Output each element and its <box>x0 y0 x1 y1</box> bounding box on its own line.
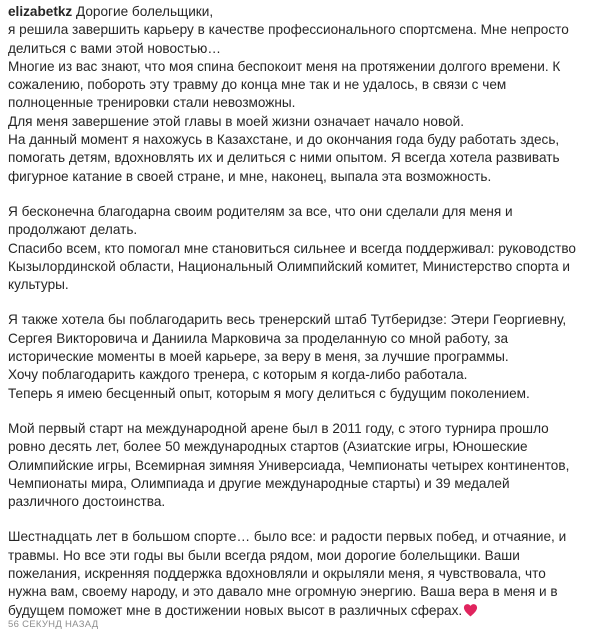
caption-line: помогать детям, вдохновлять их и делиться с ними опытом. Я всегда хотела развивать <box>8 150 560 166</box>
caption-line: Я бесконечна благодарна своим родителям за все, что они сделали для меня и <box>8 203 513 219</box>
caption-line: На данный момент я нахожусь в Казахстане, и до окончания года буду работать здесь, <box>8 132 560 148</box>
red-heart-icon <box>463 603 478 622</box>
paragraph-gap <box>8 294 604 311</box>
caption-line: нужна вам, своему народу, и это давало мне огромную энергию. Ваша вера в меня и в <box>8 584 558 600</box>
caption-text: будущем поможет мне в достижении новых высот в различных сферах. <box>8 602 463 618</box>
caption-line: исторические моменты в моей карьере, за веру в меня, за лучшие программы. <box>8 349 509 365</box>
caption-line: я решила завершить карьеру в качестве профессионального спортсмена. Мне непросто <box>8 22 569 38</box>
caption-text: Дорогие болельщики, <box>76 4 214 19</box>
caption-line: Мой первый старт на международной арене был в 2011 году, с этого турнира прошло <box>8 420 549 436</box>
caption-line: Спасибо всем, кто помогал мне становиться сильнее и всегда поддерживал: руководство <box>8 240 576 256</box>
caption-line: пожелания, искренняя поддержка вдохновляли и окрыляли меня, я чувствовала, что <box>8 566 546 582</box>
caption-line: полноценные тренировки стали невозможны. <box>8 95 296 111</box>
paragraph-gap <box>8 186 604 203</box>
caption-line: фигурное катание в своей стране, и мне, наконец, выпала эта возможность. <box>8 168 492 184</box>
caption-line: Теперь я имею бесценный опыт, которым я могу делиться с будущим поколением. <box>8 385 530 401</box>
caption-line <box>8 602 604 620</box>
caption-line: Хочу поблагодарить каждого тренера, с которым я когда-либо работала. <box>8 367 468 383</box>
caption-line: Кызылординской области, Национальный Олимпийский комитет, Министерство спорта и <box>8 258 570 274</box>
caption-line: Я также хотела бы поблагодарить весь тренерский штаб Тутберидзе: Этери Георгиевну, <box>8 312 567 328</box>
caption-line: продолжают делать. <box>8 222 138 238</box>
caption-line: Для меня завершение этой главы в моей жизни означает начало новой. <box>8 113 464 129</box>
paragraph-gap <box>8 511 604 528</box>
caption-line: Шестнадцать лет в большом спорте… было все: и радости первых побед, и отчаяние, и <box>8 529 567 545</box>
caption-line: делиться с вами этой новостью… <box>8 40 221 56</box>
caption-line: сожалению, побороть эту травму до конца мне так и не удалось, в связи с чем <box>8 77 507 93</box>
caption-line: различного достоинства. <box>8 494 166 510</box>
username-link[interactable]: elizabetkz <box>8 4 73 19</box>
caption-line: ровно десять лет, более 50 международных стартов (Азиатские игры, Юношеские <box>8 439 528 455</box>
caption-line <box>8 3 604 21</box>
post-caption <box>8 3 604 620</box>
caption-line: Многие из вас знают, что моя спина беспокоит меня на протяжении долгого времени. К <box>8 58 561 74</box>
post-timestamp[interactable]: 56 СЕКУНД НАЗАД <box>8 619 99 630</box>
caption-line: Сергея Викторовича и Даниила Марковича за проделанную со мной работу, за <box>8 330 509 346</box>
caption-line: Олимпийские игры, Всемирная зимняя Универсиада, Чемпионаты четырех континентов, <box>8 457 570 473</box>
caption-line: культуры. <box>8 277 69 293</box>
caption-line: травмы. Но все эти годы вы были всегда рядом, мои дорогие болельщики. Ваши <box>8 547 520 563</box>
paragraph-gap <box>8 403 604 420</box>
caption-line: Чемпионаты мира, Олимпиада и другие международные старты) и 39 медалей <box>8 475 510 491</box>
